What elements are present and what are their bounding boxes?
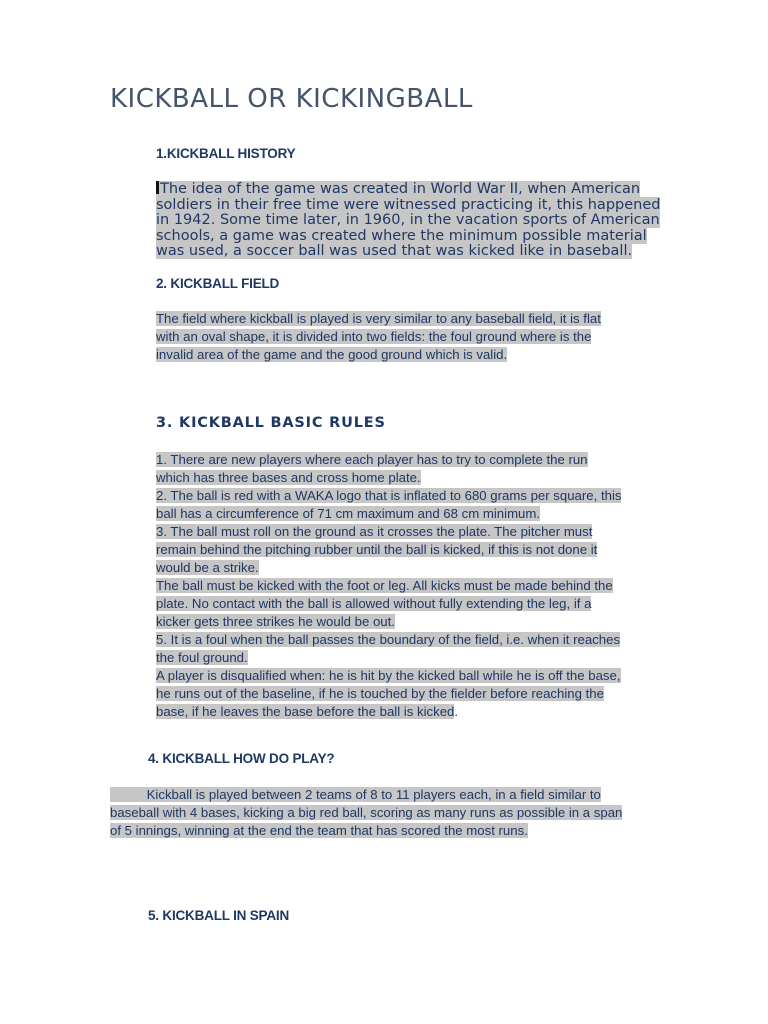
field-line: The field where kickball is played is very similar to any baseball field, it is flat [156,311,601,326]
section-heading-rules: 3. KICKBALL BASIC RULES [156,415,386,431]
rules-line: would be a strike. [156,560,259,575]
rules-line: 3. The ball must roll on the ground as it crosses the plate. The pitcher must [156,524,593,539]
rules-paragraph[interactable] [156,451,621,721]
rules-line: he runs out of the baseline, if he is touched by the fielder before reaching the [156,686,604,701]
rules-trailing-period: . [454,704,459,719]
rules-line: The ball must be kicked with the foot or leg. All kicks must be made behind the [156,578,613,593]
rules-line: 5. It is a foul when the ball passes the boundary of the field, i.e. when it reaches [156,632,621,647]
rules-line: plate. No contact with the ball is allowed without fully extending the leg, if a [156,596,592,611]
rules-line: remain behind the pitching rubber until the ball is kicked, if this is not done it [156,542,598,557]
how-to-play-paragraph[interactable] [110,786,622,840]
history-paragraph[interactable] [156,181,660,260]
how-to-play-line: baseball with 4 bases, kicking a big red ball, scoring as many runs as possible in a span [110,805,623,820]
section-heading-spain: 5. KICKBALL IN SPAIN [148,908,290,923]
section-heading-field: 2. KICKBALL FIELD [156,276,280,291]
history-line: schools, a game was created where the minimum possible material [156,227,647,244]
rules-line: ball has a circumference of 71 cm maximum and 68 cm minimum. [156,506,541,521]
rules-line: which has three bases and cross home plate. [156,470,421,485]
history-line: The idea of the game was created in World War II, when American [160,181,641,197]
rules-line: the foul ground. [156,650,248,665]
rules-line: 2. The ball is red with a WAKA logo that is inflated to 680 grams per square, this [156,488,622,503]
field-line: invalid area of the game and the good ground which is valid. [156,347,508,362]
field-line: with an oval shape, it is divided into two fields: the foul ground where is the [156,329,592,344]
history-line: soldiers in their free time were witnessed practicing it, this happened [156,196,661,213]
rules-line: kicker gets three strikes he would be out. [156,614,395,629]
rules-line: 1. There are new players where each player has to try to complete the run [156,452,588,467]
how-to-play-line: of 5 innings, winning at the end the team that has scored the most runs. [110,823,528,838]
rules-line: base, if he leaves the base before the ball is kicked [156,704,455,719]
document-title: KICKBALL OR KICKINGBALL [110,84,473,114]
section-heading-how-to-play: 4. KICKBALL HOW DO PLAY? [148,751,335,766]
field-paragraph[interactable] [156,310,601,364]
history-line: in 1942. Some time later, in 1960, in the vacation sports of American [156,212,660,228]
section-heading-history: 1.KICKBALL HISTORY [156,146,296,161]
how-to-play-line: Kickball is played between 2 teams of 8 to 11 players each, in a field similar to [110,787,601,802]
text-cursor [156,181,159,194]
rules-line: A player is disqualified when: he is hit by the kicked ball while he is off the base, [156,668,621,683]
history-line: was used, a soccer ball was used that was kicked like in baseball. [156,243,633,259]
